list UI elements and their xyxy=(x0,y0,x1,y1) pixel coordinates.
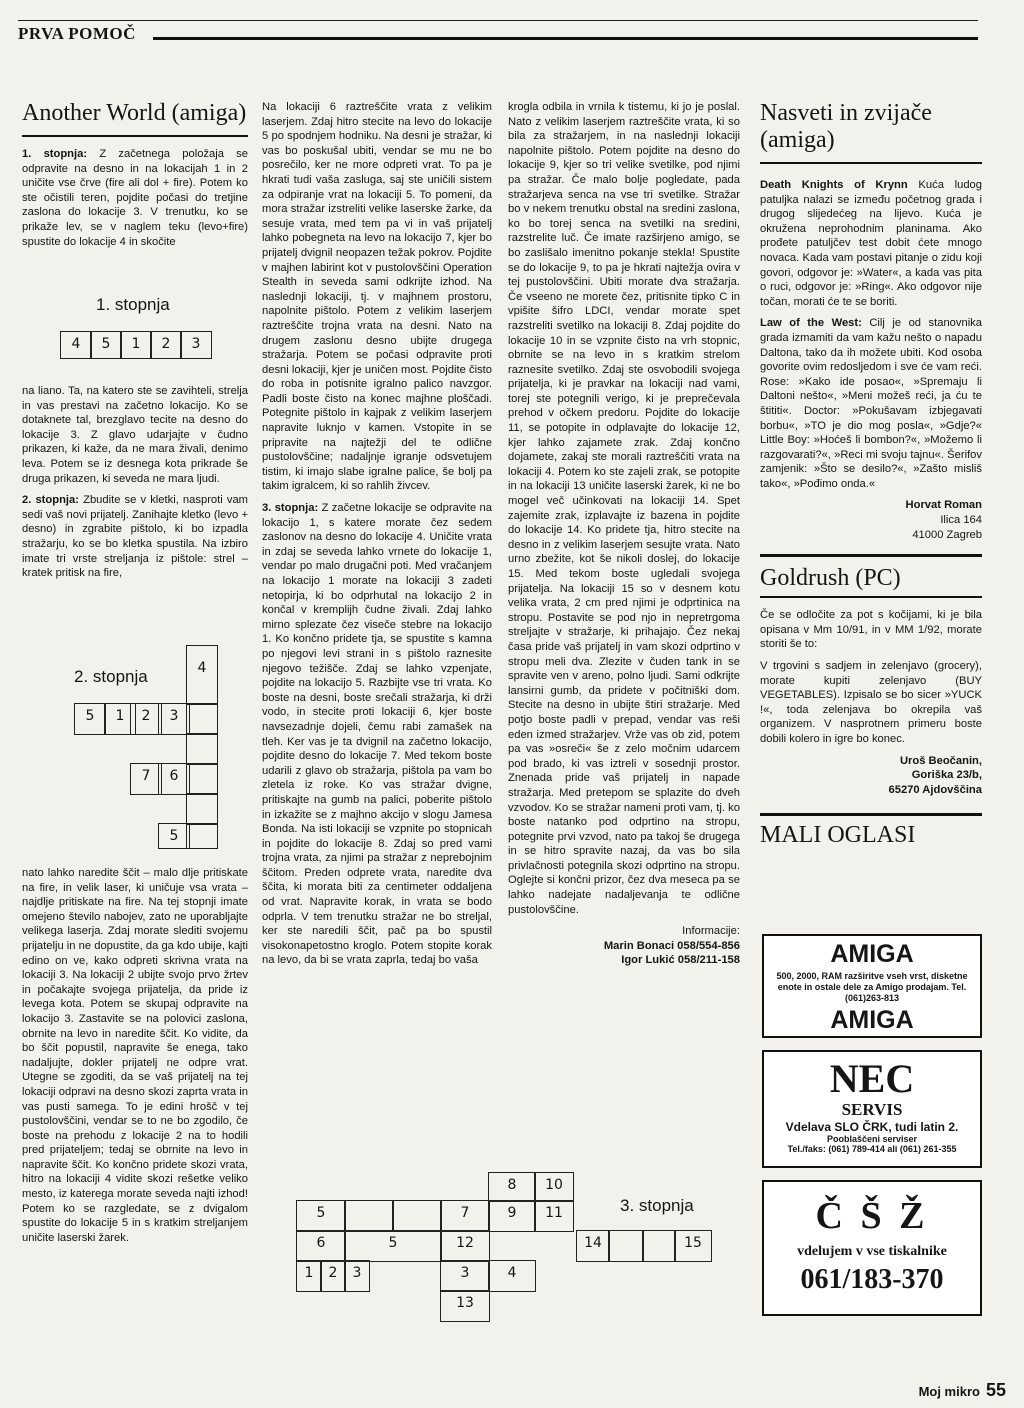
header-top-rule xyxy=(18,20,978,21)
ad-csz xyxy=(762,1180,982,1316)
map-cell: 1 xyxy=(296,1260,322,1292)
map-cell: 4 xyxy=(488,1260,536,1292)
paragraph xyxy=(22,147,248,249)
column-1 xyxy=(22,100,248,256)
ad-text: vdelujem v vse tiskalnike xyxy=(797,1244,947,1259)
map-cell xyxy=(608,1230,644,1262)
signature xyxy=(760,754,982,798)
map-stage-3 xyxy=(296,1172,736,1322)
text: Cilj je od stanovnika grada izmamiti da vam kažu nešto o napadu Daltona, tako da ih možete ubiti. Kod osoba govorite ovim redosljedom i sve će vam reći. Rose: »Kako ide posao«, »Spremaju li Daltoni nešto«, »Meni možeš reći, ja ću te štititi«. Doctor: »Pokušavam izbjegavati borbu«, »TO je dio mog posla«, »Gdje?« Little Boy: »Hoćeš li bombon?«, »Možemo li razgovarati?«, »Reci mi svoju tajnu«. Šerifov zamjenik: »Što se desilo?«, »Zašto misliš tako«, »Pođimo onda.« xyxy=(760,317,982,490)
sig-line: Ilica 164 xyxy=(940,514,982,527)
map-cell: 12 xyxy=(440,1230,490,1262)
page-number: 55 xyxy=(985,1380,1006,1400)
map-cell: 13 xyxy=(440,1290,490,1322)
sig-name: Uroš Beočanin, xyxy=(899,754,982,767)
ad-phone: 061/183-370 xyxy=(800,1264,944,1295)
map-cell: 6 xyxy=(158,763,190,795)
map-cell xyxy=(186,703,218,735)
header-rule xyxy=(153,37,978,40)
column-2 xyxy=(262,100,492,975)
lead: 3. stopnja: xyxy=(262,502,319,515)
map-cell: 5 xyxy=(296,1200,346,1232)
info-contact: Marin Bonaci 058/554-856 xyxy=(603,939,740,952)
map-cell: 1 xyxy=(120,331,152,359)
map-cell: 7 xyxy=(440,1200,490,1232)
map-cell: 3 xyxy=(344,1260,370,1292)
map-cell: 10 xyxy=(534,1172,574,1202)
classifieds-title: MALI OGLASI xyxy=(760,822,916,849)
ad-amiga xyxy=(762,934,982,1038)
map-cell: 14 xyxy=(576,1230,610,1262)
ad-phone: Tel./faks: (061) 789-414 ali (061) 261-355 xyxy=(787,1144,957,1154)
map-cell xyxy=(186,763,218,795)
text: Kuća ludog patuljka nalazi se između početnog grada i drugog slijedećeg na lijevo. Kuća je okružena neprohodnim planinama. Ako prođete patuljčev test dobit ćete mnogo novaca. Kada vam postavi pitanje o zidu koji govori, odgovor je: »Water«, a kada vas pita o ruci, odgovor je: »Ring«. Ako odgovor nije točan, morati će te se boriti. xyxy=(760,179,982,308)
paragraph xyxy=(22,493,248,581)
paragraph: Na lokaciji 6 raztreščite vrata z velikim laserjem. Zdaj hitro stecite na levo do lokacije 5 po spodnjem hodniku. Na desni je stražar, ki vas bo poskušal ubiti, vendar se mu ne bo posrečilo, ker ne more odpreti vrat. To pa je hkrati tudi vaša zasluga, saj ste uničili sistem za odpiranje vrat na lokaciji 5. To pomeni, da mora stražar izstreliti velike laserske žarke, da sesuje vrata, med tem pa vi in vaš prijatelj lahko pobegneta na levo na lokacijo 7, kjer bo prijatelj dvignil neopazen težak pokrov. Pojdite v majhen labirint kot v pustolovščini Operation Stealth in seveda sami odkrijte izhod. Na naslednji lokaciji, tj. v majhnem prostoru, napolnite pištolo. Potem z velikim laserjem raztreščite trojna vrata na desni. Nato na drugem zaslonu desno ubijte drugega stražarja. Potem se počasi odpravite proti desni lokaciji, kjer je uničen most. Pojdite čisto do roba in potisnite igralno palico navzgor. Padli boste čisto na konec majhne ploščadi. Potegnite pištolo in kajpak z velikim laserjem napravite luknjo v kamen. Vstopite in se pripravite na najtežji del te odlične pustolovščine; nadaljnje igranje odsvetujem tistim, ki imajo slabe igralne palice, še bolj pa takim igralcem, ki so rahlih živcev. xyxy=(262,101,492,493)
map-cell xyxy=(186,733,218,765)
section-header xyxy=(18,20,978,42)
article-title-another-world: Another World (amiga) xyxy=(22,100,248,137)
page-footer xyxy=(919,1380,1006,1401)
map-cell xyxy=(392,1200,442,1232)
paragraph xyxy=(760,316,982,491)
sig-line: Goriška 23/b, xyxy=(911,769,982,782)
text: Z začetnega položaja se odpravite na desno in na lokacijah 1 in 2 uničite vse črve (fire ali dol + fire). Potem ko ste očistili teren, pojdite počasi do tretjine zaslona do lokacije 3. V trenutku, ko se prikaže lev, se v naglem teku (levo+fire) spustite do lokacije 4 in skočite xyxy=(22,148,248,248)
paragraph xyxy=(760,178,982,309)
map-cell xyxy=(642,1230,676,1262)
paragraph: na liano. Ta, na katero ste se zavihteli, strelja in vas prestavi na začetno lokacijo. Ko se dotaknete tal, brezglavo tecite na desno do lokacije 3. Z glavo udarjajte v čudno prikazen, ki kaže, da ne mara živali, denimo leva. Potem se iz desnega kota prikrade še druga prikazen, ki seveda ne mara ljudi. xyxy=(22,385,248,485)
map-stage-2 xyxy=(74,645,224,855)
map-stage-1 xyxy=(60,295,220,365)
map-cell: 7 xyxy=(130,763,162,795)
map-cell xyxy=(344,1200,394,1232)
paragraph: Če se odločite za pot s kočijami, ki je bila opisana v Mm 10/91, in v MM 1/92, morate storiti še to: xyxy=(760,609,982,651)
column-3 xyxy=(508,100,740,968)
info-contact: Igor Lukić 058/211-158 xyxy=(621,954,740,967)
column-1c xyxy=(22,866,248,1252)
column-4 xyxy=(760,100,982,849)
ad-text: Pooblaščeni serviser xyxy=(826,1134,918,1144)
magazine-name: Moj mikro xyxy=(918,1384,980,1399)
paragraph: nato lahko naredite ščit – malo dlje pritiskate na fire, in velik laser, ki uničuje vsa vrata – najdlje pritiskate na fire. Na tej stopnji imate omejeno število nabojev, zato ne uporabljajte velikega laserja. Zdaj morate slediti svojemu prijatelju in ne dopustite, da ga kdo ubije, kajti edino on ve, kako odpreti skrivna vrata na lokaciji 3. Na lokaciji 2 ubijte svojo prvo žrtev in počakajte svojega prijatelja, da pride iz levega kota. Potem se skupaj odpravite na lokacijo 3. Zastavite se na polovici zaslona, obrnite na levo in naredite ščit. Ko vidite, da bo ščit popustil, napravite še enega, tako nadaljujte, dokler prijatelj ne odpre vrat. Utegne se zgoditi, da se vaš prijatelj na tej lokaciji odpravi na desno skozi zaprta vrata in vas pusti samega. To je edini hrošč v tej pustolovščini, vendar se to ne bo zgodilo, če boste na prehodu z lokacije 2 na to hodili pred prijateljem; tedaj se obrnite na levo in napravite ščit. Ko končno pridete skozi vrata, hitro na lokaciji 4 vidite skozi rešetke veliko mesto, iz katerega morate seveda najti izhod! Potem ko se razgledate, se z dvigalom spustite do lokacije 5 in s kratkim streljanjem uničite laserski žarek. xyxy=(22,867,248,1244)
map-cell: 2 xyxy=(150,331,182,359)
paragraph: krogla odbila in vrnila k tistemu, ki jo je poslal. Nato z velikim laserjem raztreščite vrata, ki so bila za stražarjem, in na naslednji lokaciji napolnite pištolo. Potem pojdite na desno do lokacije 9, kjer so tri velike svetilke, pod njimi pa stražar. Če malo bolje pogledate, pada stražarjeva senca na vse tri svetilke. Stražar bo v nekem trenutku obstal na sredini zaslona, ko bo torej senca na svetilki na sredini, razstrelite luč. Če imate razširjeno amigo, se bo zaslišalo imenitno pokanje stekla! Spustite se do lokacije 9, to pa je hkrati najtežja ovira v tej pustolovščini. Ubiti morate dva stražarja. Če vseeno ne morete čez, pritisnite tipko C in vpišite šifro LDCI, vendar morate spet razstreliti svetilko na lokaciji 8. Zdaj pojdite do lokacije 10 in se vzpnite čisto na vrh stopnic, obrnite se na levo in s kratkim strelom raznesite svetilko. Zdaj ste osvobodili svojega prijatelja, ki je pravkar na lokaciji nad vami, torej ste potegnili verigo, ki je preprečevala prehod v očkem predoru. Pojdite do lokacije 11, se potopite in odplavajte do lokacije 12, kjer lahko zajamete zrak. Zdaj končno dojamete, zakaj ste morali raztreščiti vrata na lokaciji 4. Potem ko ste zajeli zrak, se potopite in na lokaciji 13 uničite laserski žarek, ki ne bo mogel več učinkovati na lokaciji 14. Spet zajemite zrak, izplavajte iz bazena in pojdite do lokacije 14. Ko pridete tja, hitro stecite na desno in z velikim laserjem sesujte vrata. Nato urno zbežite, kot še nikoli doslej, do lokacije 15. Med tekom boste ugledali svojega prijatelja. Na lokaciji 15 so v desnem kotu velika vrata, 2 cm pred njimi je odprtinica na stropu. Postavite se pod njo in nepretrgoma streljajte v stražarje, ki prihajajo. Čez nekaj časa pride vaš prijatelj in vam skozi odprtino v stropu meli dva. Zlezite v čuden tank in se spravite ven v areno, polno ljudi. Sami odkrijte lansirni gumb, da pridete v počitniški dom. Stecite na desno in ubijte štiri stražarje. Med potjo boste padli v prepad, vendar vas reši eden izmed stražarjev. Vrže vas ob zid, potem pa vas »osreči« še z zelo močnim udarcem pod brado, ki vas iztreli v sosednji prostor. Znenada pride vaš prijatelj in napade stražarja. Med pretepom se splazite do dveh vzvodov. Ko se stražar nameni proti vam, tj. ko boste natanko pod odprtino na stropu, potegnite prvi vzvod, nato pa takoj še drugega in se hitro spravite nazaj, da vas bo sila privlačnosti potegnila skozi odprtino na stropu. Oglejte si končni prizor, čez dva meseca pa se lahko nadejate nadaljevanja te odlične pustolovščine. xyxy=(508,101,740,916)
map-label: 3. stopnja xyxy=(620,1196,694,1215)
sig-line: 41000 Zagreb xyxy=(912,528,982,541)
map-cell: 1 xyxy=(104,703,136,735)
lead: Law of the West: xyxy=(760,317,862,330)
ad-headline: AMIGA xyxy=(830,940,914,968)
map-cell xyxy=(186,823,218,849)
paragraph: V trgovini s sadjem in zelenjavo (grocery), morate kupiti zelenjavo (BUY VEGETABLES). Izpisalo se bo sicer »YUCK !«, toda zelenjava bo okrepila vaš organizem. V nasprotnem primeru boste dobili kolero in igre bo konec. xyxy=(760,660,982,745)
map-label: 2. stopnja xyxy=(74,667,148,686)
paragraph xyxy=(262,501,492,968)
map-cell: 3 xyxy=(440,1260,490,1292)
ad-text: 500, 2000, RAM razširitve vseh vrst, disketne enote in ostale dele za Amigo prodajam. Tel. (061)263-813 xyxy=(776,971,968,1003)
text: Z začetne lokacije se odpravite na lokacijo 1, s katere morate čez sedem zaslonov na desno do lokacije 4. Uničite vrata in zdaj se seveda lahko vrnete do lokacije 1, vendar po malo drugačni poti. Med vračanjem na lokacijo 1 morate na lokaciji 3 zadeti netopirja, ki bo odprhutal na lokacijo 2 in končal v kremplijh čudne živali. Zdaj lahko mirno splezate čez viseče stebre na lokacijo 1. Ko končno pridete tja, se spustite s kamna po njegovi levi strani in s pištolo raznesite njegovo težišče. Zdaj se lahko vzpenjate, pojdite na lokacijo 5. Razbijte vse tri vrata. Ko boste na desni, boste srečali stražarja, ki drži vodo, in stecite proti lokaciji 6, kjer boste navsezadnje dojeli, čemu rabi zamašek na tleh. Ker vas je ta dvignil na začetno lokacijo, pojdite desno do lokacije 7. Med tekom boste udarili z glavo ob stražarja, pištola pa vam bo zletela iz roke. Ko vas stražar dvigne, pritiskajte na gumb na palici, poberite pištolo in izkažite se z majhno akcijo v slogu Jamesa Bonda. Na isti lokaciji se vzpnite po stopnicah in pojdite do lokacije 8. Zdaj so pred vami trojna vrata, za njimi pa stražar z neprebojnim ščitom. Preden odprete vrata, naredite dva ščita, ki morata biti za centimeter oddaljena od vrat. Napravite korak, in vrata se bodo odprla. V tem trenutku stražar ne bo streljal, ker ste naredili ščit, pač pa bo spustil visokonapetostno kroglo. Potem stopite korak na levo, da bi se vrata zaprla, tedaj bo vaša xyxy=(262,502,493,967)
ad-headline: AMIGA xyxy=(830,1006,914,1034)
classifieds-heading xyxy=(760,813,982,849)
map-cell: 9 xyxy=(488,1200,536,1232)
lead: 2. stopnja: xyxy=(22,494,79,507)
ad-subtitle: SERVIS xyxy=(841,1100,903,1119)
column-1b xyxy=(22,384,248,588)
map-cell: 5 xyxy=(344,1230,442,1262)
map-cell: 5 xyxy=(158,823,190,849)
article-title-tips: Nasveti in zvijače (amiga) xyxy=(760,100,982,164)
ad-logo: NEC xyxy=(829,1056,915,1101)
lead: 1. stopnja: xyxy=(22,148,88,160)
map-cell: 3 xyxy=(158,703,190,735)
map-cell: 4 xyxy=(186,645,218,705)
map-cell: 11 xyxy=(534,1200,574,1232)
sig-line: 65270 Ajdovščina xyxy=(888,783,982,796)
map-label: 1. stopnja xyxy=(96,295,170,314)
map-cell: 6 xyxy=(296,1230,346,1262)
map-cell: 2 xyxy=(130,703,162,735)
map-cell: 2 xyxy=(320,1260,346,1292)
map-cell: 5 xyxy=(90,331,122,359)
map-cell: 15 xyxy=(674,1230,712,1262)
lead: Death Knights of Krynn xyxy=(760,179,908,191)
sig-name: Horvat Roman xyxy=(905,499,982,512)
ad-logo: Č Š Ž xyxy=(815,1195,929,1237)
map-cell: 3 xyxy=(180,331,212,359)
map-cell: 5 xyxy=(74,703,106,735)
ad-text: Vdelava SLO ČRK, tudi latin 2. xyxy=(785,1120,959,1134)
map-cell: 8 xyxy=(488,1172,536,1202)
info-label: Informacije: xyxy=(682,925,740,938)
ad-nec-servis xyxy=(762,1050,982,1168)
signature xyxy=(760,498,982,542)
text: Zbudite se v kletki, nasproti vam sedi vaš novi prijatelj. Zanihajte kletko (levo + desno) in zgrabite pištolo, ki bo izpadla stražarju, ko se bo kletka spustila. Na izbiro imate tri vrste streljanja iz pištole: strel – kratek pritisk na fire, xyxy=(22,494,248,580)
map-cell: 4 xyxy=(60,331,92,359)
article-title-goldrush: Goldrush (PC) xyxy=(760,565,982,598)
map-cell xyxy=(186,793,218,825)
section-label: PRVA POMOČ xyxy=(18,24,136,43)
contact-info xyxy=(508,924,740,968)
